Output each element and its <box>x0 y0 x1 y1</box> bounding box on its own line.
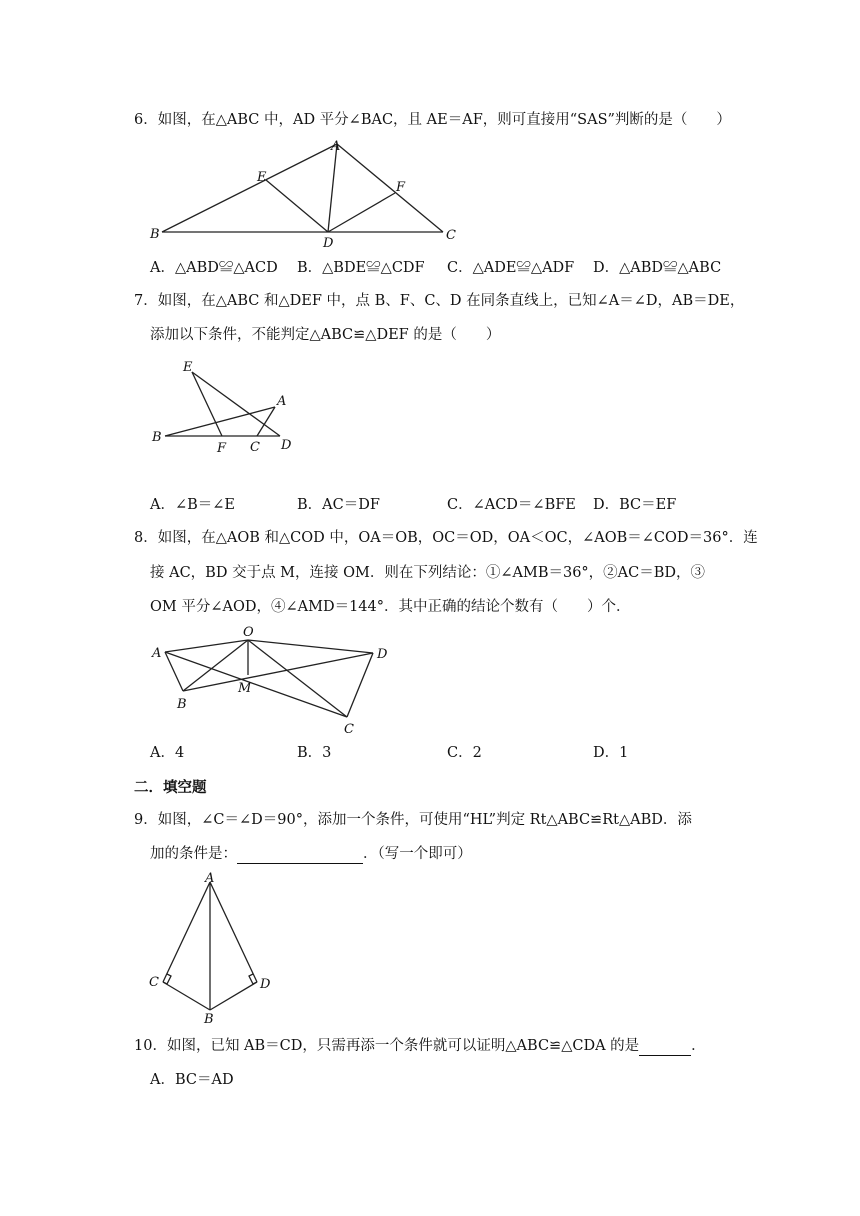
q8-option-c[interactable]: C．2 <box>447 745 482 761</box>
q8-stem-line2: 接 AC，BD 交于点 M，连接 OM．则在下列结论：①∠AMB＝36°，②AC＝BD，③ <box>150 565 706 581</box>
q8-option-b[interactable]: B．3 <box>297 745 332 761</box>
q6-label-e: E <box>257 170 267 185</box>
q9-stem-prefix: 加的条件是： <box>150 846 237 862</box>
q8-options <box>150 743 790 763</box>
q6-label-d: D <box>323 236 334 251</box>
q10-answer-blank[interactable] <box>639 1039 691 1056</box>
q9-label-d: D <box>260 977 271 992</box>
q10-option-a[interactable]: A．BC＝AD <box>150 1072 234 1088</box>
q6-stem: 6．如图，在△ABC 中，AD 平分∠BAC，且 AE＝AF，则可直接用“SAS”判断的是（ ） <box>134 112 731 128</box>
q7-label-f: F <box>217 441 227 456</box>
q7-label-c: C <box>250 440 260 455</box>
q8-stem-line3: OM 平分∠AOD，④∠AMD＝144°．其中正确的结论个数有（ ）个． <box>150 599 631 615</box>
q9-label-c: C <box>149 975 159 990</box>
q7-label-a: A <box>277 394 287 409</box>
q7-label-b: B <box>152 430 162 445</box>
q6-label-b: B <box>150 227 160 242</box>
q7-stem-line1: 7．如图，在△ABC 和△DEF 中，点 B、F、C、D 在同条直线上，已知∠A＝∠D，AB＝DE， <box>134 293 745 309</box>
q6-figure <box>140 135 470 250</box>
q8-label-o: O <box>243 625 254 640</box>
q9-label-a: A <box>205 871 215 886</box>
q7-option-a[interactable]: A．∠B＝∠E <box>150 497 236 513</box>
q7-label-d: D <box>281 438 292 453</box>
q7-figure <box>145 355 305 485</box>
q10-stem-suffix: ． <box>691 1038 706 1054</box>
q7-stem-line2: 添加以下条件，不能判定△ABC≌△DEF 的是（ ） <box>150 327 501 343</box>
q8-label-a: A <box>152 646 162 661</box>
q6-option-b[interactable]: B．△BDE≌△CDF <box>297 260 425 276</box>
q8-label-m: M <box>238 681 252 696</box>
q7-options <box>150 495 790 515</box>
section-fill-in-title: 二．填空题 <box>134 780 207 796</box>
q9-stem-suffix: ．（写一个即可） <box>363 846 472 862</box>
q7-option-b[interactable]: B．AC＝DF <box>297 497 380 513</box>
q9-figure <box>140 868 280 1028</box>
q8-figure <box>145 620 405 740</box>
q8-option-a[interactable]: A．4 <box>150 745 185 761</box>
q8-label-b: B <box>177 697 187 712</box>
q9-answer-blank[interactable] <box>237 847 363 864</box>
q9-stem-line2 <box>150 844 472 864</box>
q6-option-a[interactable]: A．△ABD≌△ACD <box>150 260 278 276</box>
q6-label-c: C <box>446 228 456 243</box>
q6-label-a: A <box>331 139 341 154</box>
q8-label-c: C <box>344 722 354 737</box>
q7-label-e: E <box>183 360 193 375</box>
q8-stem-line1: 8．如图，在△AOB 和△COD 中，OA＝OB，OC＝OD，OA＜OC，∠AOB＝∠COD＝36°．连 <box>134 530 758 546</box>
q6-option-d[interactable]: D．△ABD≌△ABC <box>593 260 722 276</box>
q6-options <box>150 258 790 278</box>
q6-option-c[interactable]: C．△ADE≌△ADF <box>447 260 575 276</box>
q10-stem-prefix: 10．如图，已知 AB＝CD，只需再添一个条件就可以证明△ABC≌△CDA 的是 <box>134 1038 640 1054</box>
q7-option-d[interactable]: D．BC＝EF <box>593 497 677 513</box>
q9-stem-line1: 9．如图，∠C＝∠D＝90°，添加一个条件，可使用“HL”判定 Rt△ABC≌Rt△ABD．添 <box>134 812 692 828</box>
q10-stem <box>134 1036 706 1056</box>
q6-label-f: F <box>396 180 406 195</box>
q8-option-d[interactable]: D．1 <box>593 745 629 761</box>
q7-option-c[interactable]: C．∠ACD＝∠BFE <box>447 497 576 513</box>
q8-label-d: D <box>377 647 388 662</box>
q9-label-b: B <box>204 1012 214 1027</box>
